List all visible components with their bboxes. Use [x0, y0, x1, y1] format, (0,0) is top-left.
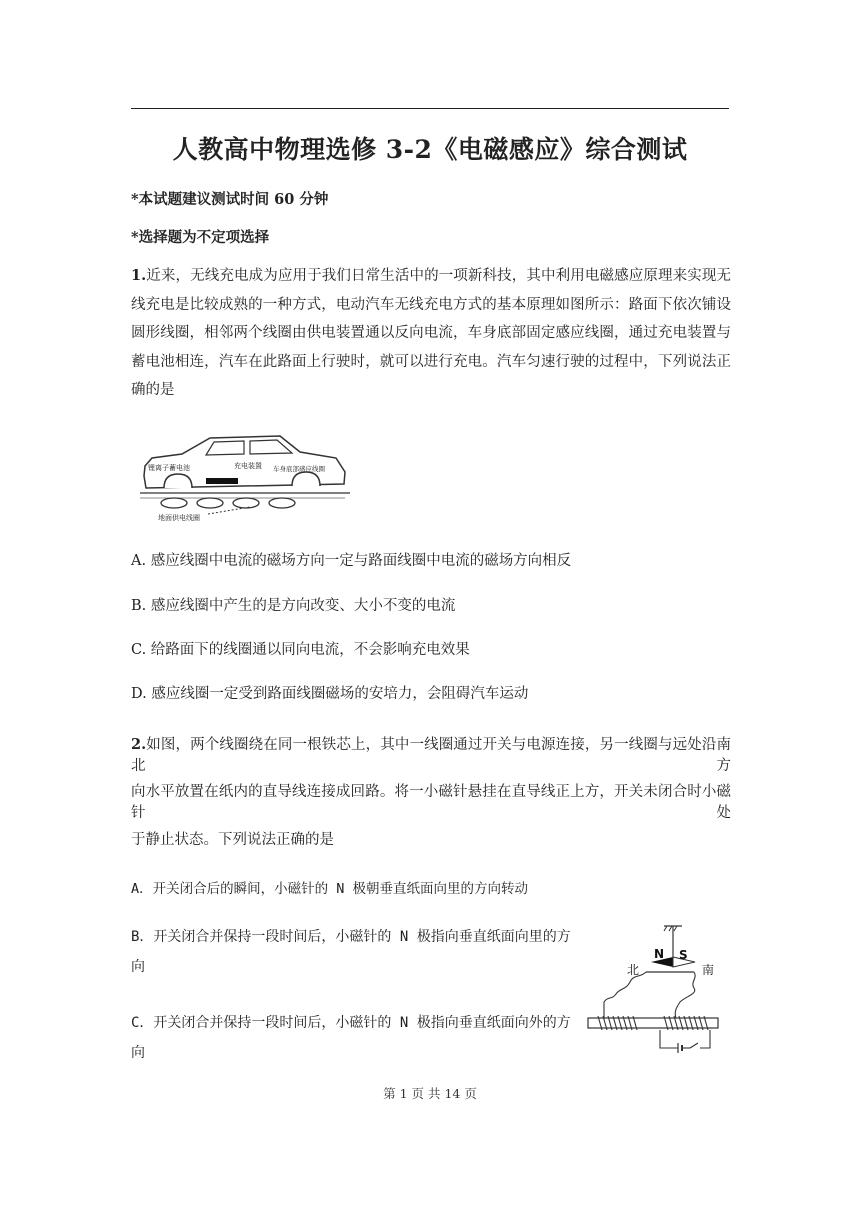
page-footer: 第 1 页 共 14 页 [383, 1086, 477, 1101]
q1-number: 1. [131, 267, 147, 284]
header-rule [131, 108, 729, 109]
test-time-note: *本试题建议测试时间 60 分钟 [131, 191, 329, 208]
page-title: 人教高中物理选修 3-2《电磁感应》综合测试 [172, 135, 688, 164]
label-north: 北 [627, 963, 640, 977]
q2-circuit-figure [582, 922, 724, 1054]
q2-stem-line2: 向水平放置在纸内的直导线连接成回路。将一小磁针悬挂在直导线正上方，开关未闭合时小磁针处 [131, 784, 731, 821]
q1-option-a: A. 感应线圈中电流的磁场方向一定与路面线圈中电流的磁场方向相反 [131, 553, 572, 569]
q2-option-c: C．开关闭合并保持一段时间后，小磁针的 N 极指向垂直纸面向外的方向 [131, 1015, 571, 1061]
label-south: 南 [702, 963, 715, 977]
q1-text: 近来，无线充电成为应用于我们日常生活中的一项新科技，其中利用电磁感应原理来实现无线充电是比较成熟的一种方式，电动汽车无线充电方式的基本原理如图所示：路面下依次铺设圆形线圈，相邻两个线圈由供电装置通以反向电流，车身底部固定感应线圈，通过充电装置与蓄电池相连，汽车在此路面上行驶时，就可以进行充电。汽车匀速行驶的过程中，下列说法正确的是 [131, 268, 731, 398]
label-ground-coil: 地面供电线圈 [158, 514, 200, 522]
q2-stem-line1 [131, 733, 731, 775]
q2-number: 2. [131, 736, 147, 753]
q1-option-b: B. 感应线圈中产生的是方向改变、大小不变的电流 [131, 598, 456, 614]
label-induction-coil: 车身底部感应线圈 [273, 465, 325, 473]
q2-stem-line3: 于静止状态。下列说法正确的是 [131, 832, 334, 848]
q1-option-d: D. 感应线圈一定受到路面线圈磁场的安培力，会阻碍汽车运动 [131, 686, 529, 702]
needle-s-pole: S [679, 948, 688, 962]
q2-option-a: A．开关闭合后的瞬间，小磁针的 N 极朝垂直纸面向里的方向转动 [131, 881, 529, 897]
q2-option-b: B．开关闭合并保持一段时间后，小磁针的 N 极指向垂直纸面向里的方向 [131, 929, 571, 975]
q2-text-1: 如图，两个线圈绕在同一根铁芯上，其中一线圈通过开关与电源连接，另一线圈与远处沿南北方 [131, 737, 731, 774]
multiple-choice-note: *选择题为不定项选择 [131, 229, 270, 246]
label-battery: 锂离子蓄电池 [148, 464, 190, 472]
q1-car-figure [140, 428, 352, 524]
q1-option-c: C. 给路面下的线圈通以同向电流，不会影响充电效果 [131, 642, 470, 658]
needle-n-pole: N [654, 947, 665, 961]
label-charger: 充电装置 [234, 462, 262, 470]
q1-stem [131, 262, 731, 405]
